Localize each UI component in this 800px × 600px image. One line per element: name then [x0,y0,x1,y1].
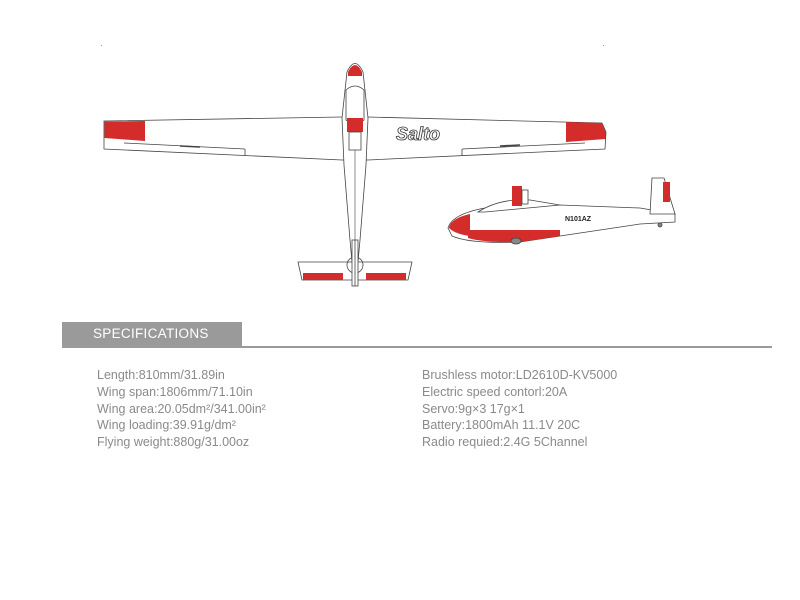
registration-mark: N101AZ [565,216,592,223]
spec-wing-span: Wing span:1806mm/71.10in [97,384,253,399]
specs-left-column [97,367,266,451]
spec-wing-loading: Wing loading:39.91g/dm² [97,418,236,433]
spec-servo: Servo:9g×3 17g×1 [422,401,525,416]
motor-pod-side [512,186,522,206]
left-wing-tip [105,121,146,141]
spec-esc: Electric speed contorl:20A [422,384,568,399]
spec-wing-area: Wing area:20.05dm²/341.00in² [97,401,266,416]
vertical-tail [650,178,675,214]
right-wing-tip [566,122,606,142]
left-stab-red [303,273,343,280]
glider-top-view [104,64,606,287]
glider-side-view [448,178,675,244]
spec-brushless-motor: Brushless motor:LD2610D-KV5000 [422,368,618,382]
specs-right-column [422,367,617,451]
specifications-header: SPECIFICATIONS [93,326,209,341]
spec-battery: Battery:1800mAh 11.1V 20C [422,418,581,433]
main-wheel [511,238,521,244]
right-stab-red [366,273,406,280]
spec-flying-weight: Flying weight:880g/31.00oz [97,435,250,450]
specifications-divider [62,346,772,348]
rudder-red [663,182,670,202]
spec-radio: Radio requied:2.4G 5Channel [422,435,588,450]
spec-length: Length:810mm/31.89in [97,368,225,382]
wing-logo: Salto [396,124,441,144]
motor-pod-top [347,118,363,132]
